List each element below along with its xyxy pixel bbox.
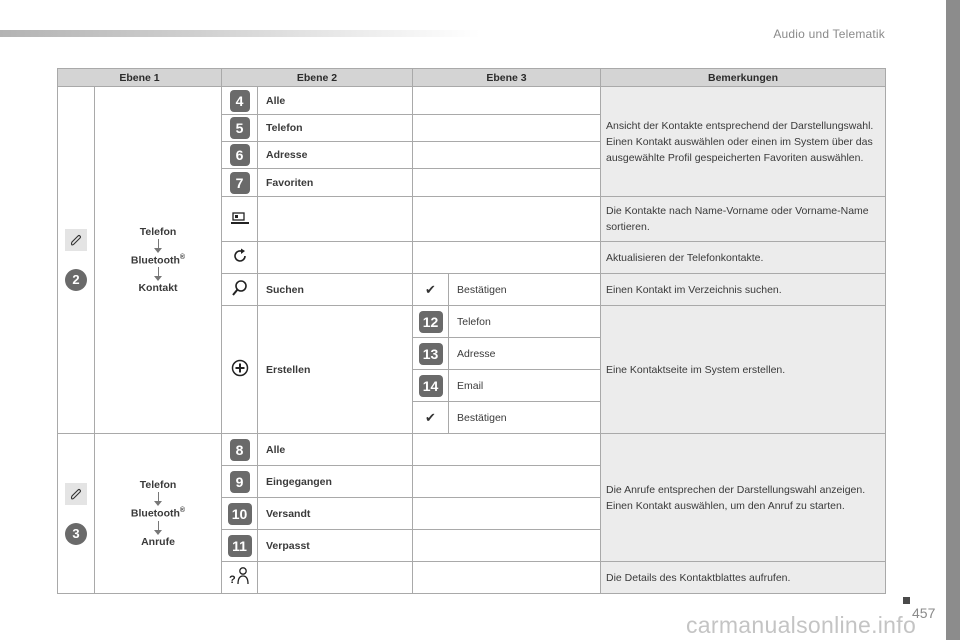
path-telefon: Telefon: [139, 479, 177, 492]
sort-contacts-icon: [231, 211, 249, 225]
contact-details-icon: [229, 566, 251, 586]
path-bluetooth: Bluetooth®: [130, 253, 186, 267]
arrow-down-icon: [95, 492, 221, 506]
number-badge: 14: [419, 375, 443, 397]
col-bemerkungen: Bemerkungen: [601, 69, 886, 87]
table-header: [58, 69, 886, 87]
remark-search: Einen Kontakt im Verzeichnis suchen.: [601, 274, 886, 306]
level-number-badge: 3: [65, 523, 87, 545]
submenu-email: Email: [449, 370, 601, 402]
empty-cell: [258, 197, 413, 242]
empty-cell: [413, 115, 601, 142]
col-ebene1: Ebene 1: [58, 69, 222, 87]
menu-item-alle: Alle: [258, 434, 413, 466]
svg-text:?: ?: [228, 574, 236, 586]
remark-details: Die Details des Kontaktblattes aufrufen.: [601, 562, 886, 594]
number-badge: 4: [230, 90, 250, 112]
menu-item-eingegangen: Eingegangen: [258, 466, 413, 498]
col-ebene3: Ebene 3: [413, 69, 601, 87]
watermark: carmanualsonline.info: [686, 612, 917, 638]
menu-item-telefon: Telefon: [258, 115, 413, 142]
number-badge: 5: [230, 117, 250, 139]
arrow-down-icon: [95, 521, 221, 535]
checkmark-icon: ✔: [425, 281, 436, 297]
menu-item-favoriten: Favoriten: [258, 169, 413, 197]
remark-create: Eine Kontaktseite im System erstellen.: [601, 306, 886, 434]
empty-cell: [413, 498, 601, 530]
navigation-path: [95, 434, 222, 594]
right-edge-bar: [946, 0, 960, 640]
submenu-adresse: Adresse: [449, 338, 601, 370]
page-marker: [903, 597, 910, 604]
empty-cell: [258, 242, 413, 274]
number-badge: 12: [419, 311, 443, 333]
checkmark-icon: ✔: [425, 409, 436, 425]
remark-calls: Die Anrufe entsprechen der Darstellungswahl anzeigen. Einen Kontakt auswählen, um den Anruf zu starten.: [601, 434, 886, 562]
sort-cell: [222, 197, 258, 242]
submenu-telefon: Telefon: [449, 306, 601, 338]
empty-cell: [413, 169, 601, 197]
table-row: [58, 87, 886, 115]
add-circle-icon: [231, 359, 249, 377]
details-cell: [222, 562, 258, 594]
badge-cell: [222, 87, 258, 115]
menu-item-alle: Alle: [258, 87, 413, 115]
refresh-icon: [231, 247, 249, 265]
empty-cell: [413, 466, 601, 498]
menu-item-versandt: Versandt: [258, 498, 413, 530]
submenu-bestaetigen: Bestätigen: [449, 402, 601, 434]
empty-cell: [413, 142, 601, 169]
top-gradient-bar: [0, 30, 480, 37]
arrow-down-icon: [95, 267, 221, 281]
number-badge: 9: [230, 471, 250, 493]
path-telefon: Telefon: [139, 225, 177, 238]
submenu-bestaetigen: Bestätigen: [449, 274, 601, 306]
empty-cell: [258, 562, 413, 594]
search-cell: [222, 274, 258, 306]
menu-item-suchen: Suchen: [258, 274, 413, 306]
page-number: 457: [912, 605, 936, 621]
number-badge: 8: [230, 439, 250, 461]
remark-view: Ansicht der Kontakte entsprechend der Darstellungswahl. Einen Kontakt auswählen oder einen im System über das ausgewählte Profil gespeicherten Favoriten auswählen.: [601, 87, 886, 197]
number-badge: 11: [228, 535, 252, 557]
arrow-down-icon: [95, 239, 221, 253]
create-cell: [222, 306, 258, 434]
navigation-path: [95, 87, 222, 434]
menu-table: [57, 68, 886, 594]
empty-cell: [413, 197, 601, 242]
path-kontakt: Kontakt: [138, 282, 178, 295]
empty-cell: [413, 87, 601, 115]
refresh-cell: [222, 242, 258, 274]
level-number-badge: 2: [65, 269, 87, 291]
remark-sort: Die Kontakte nach Name-Vorname oder Vorname-Name sortieren.: [601, 197, 886, 242]
remark-refresh: Aktualisieren der Telefonkontakte.: [601, 242, 886, 274]
number-badge: 7: [230, 172, 250, 194]
phone-icon: [65, 229, 87, 251]
level-cell: [58, 434, 95, 594]
col-ebene2: Ebene 2: [222, 69, 413, 87]
number-badge: 13: [419, 343, 443, 365]
phone-icon: [65, 483, 87, 505]
menu-item-erstellen: Erstellen: [258, 306, 413, 434]
menu-item-adresse: Adresse: [258, 142, 413, 169]
table-row: [58, 434, 886, 466]
empty-cell: [413, 562, 601, 594]
menu-item-verpasst: Verpasst: [258, 530, 413, 562]
section-title: Audio und Telematik: [773, 27, 885, 41]
path-bluetooth: Bluetooth®: [130, 507, 186, 520]
empty-cell: [413, 242, 601, 274]
path-anrufe: Anrufe: [141, 535, 175, 548]
level-cell: [58, 87, 95, 434]
number-badge: 6: [230, 144, 250, 166]
search-icon: [231, 279, 249, 297]
empty-cell: [413, 434, 601, 466]
number-badge: 10: [228, 503, 252, 525]
empty-cell: [413, 530, 601, 562]
